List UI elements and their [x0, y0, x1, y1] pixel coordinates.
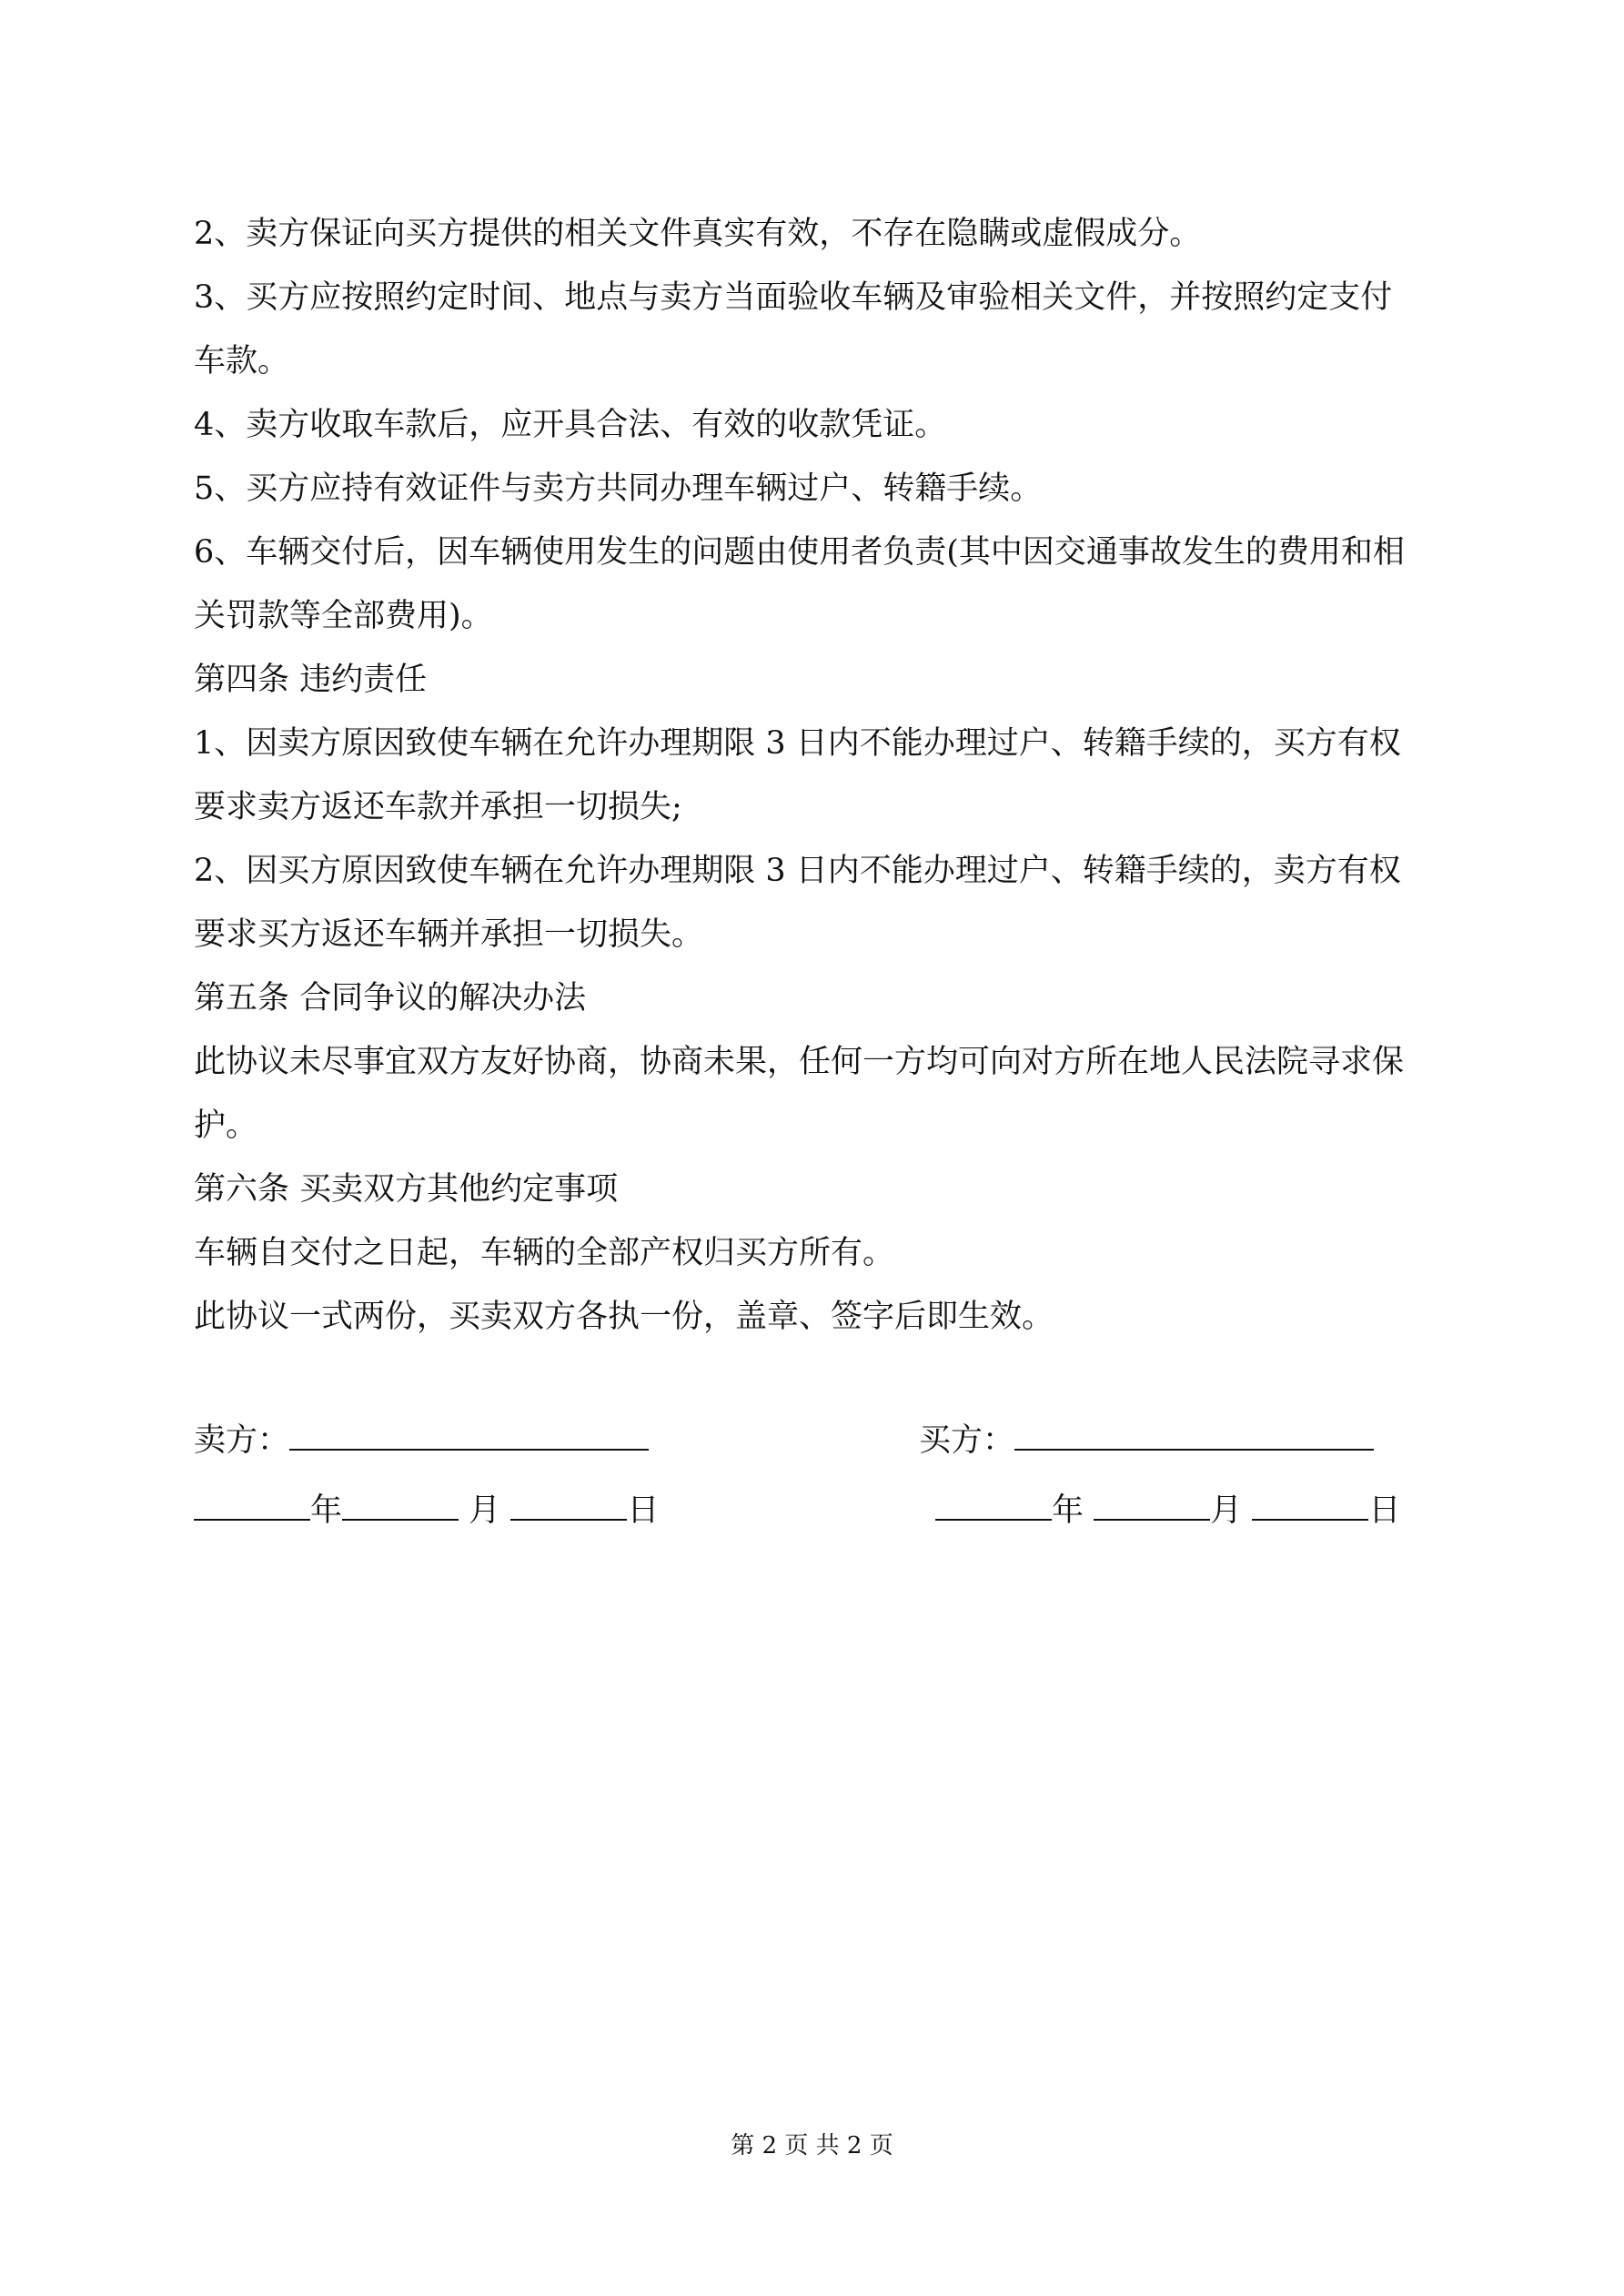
year-label: 年 — [310, 1492, 343, 1529]
buyer-date — [935, 1483, 1400, 1538]
buyer-day-line[interactable] — [1252, 1490, 1368, 1521]
seller-date — [194, 1483, 659, 1538]
article-4-item-2-cont: 要求买方返还车辆并承担一切损失。 — [194, 916, 704, 953]
article-5-text-cont: 护。 — [194, 1108, 258, 1144]
month-label: 月 — [469, 1492, 501, 1529]
seller-signature — [194, 1413, 649, 1468]
agreement-copies-text: 此协议一式两份，买卖双方各执一份，盖章、签字后即生效。 — [194, 1299, 1054, 1335]
buyer-label: 买方： — [919, 1422, 1015, 1459]
article-4-heading: 第四条 违约责任 — [194, 662, 428, 698]
seller-month-line[interactable] — [342, 1490, 459, 1521]
seller-day-line[interactable] — [510, 1490, 627, 1521]
clause-3-cont: 车款。 — [194, 343, 290, 379]
page-number-footer: 第 2 页 共 2 页 — [731, 2132, 893, 2159]
article-5-text: 此协议未尽事宜双方友好协商，协商未果，任何一方均可向对方所在地人民法院寻求保 — [194, 1044, 1405, 1080]
clause-6: 6、车辆交付后，因车辆使用发生的问题由使用者负责(其中因交通事故发生的费用和相 — [194, 534, 1405, 571]
article-4-item-1: 1、因卖方原因致使车辆在允许办理期限 3 日内不能办理过户、转籍手续的，买方有权 — [194, 725, 1401, 762]
day-label: 日 — [1368, 1492, 1401, 1529]
seller-sign-line[interactable] — [289, 1420, 649, 1451]
buyer-signature — [919, 1413, 1374, 1468]
seller-label: 卖方： — [194, 1422, 290, 1459]
month-label: 月 — [1210, 1492, 1243, 1529]
article-4-item-1-cont: 要求卖方返还车款并承担一切损失; — [194, 789, 682, 825]
buyer-month-line[interactable] — [1094, 1490, 1210, 1521]
buyer-year-line[interactable] — [935, 1490, 1052, 1521]
article-6-heading: 第六条 买卖双方其他约定事项 — [194, 1171, 619, 1208]
day-label: 日 — [627, 1492, 660, 1529]
clause-5: 5、买方应持有效证件与卖方共同办理车辆过户、转籍手续。 — [194, 470, 1043, 507]
buyer-sign-line[interactable] — [1014, 1420, 1374, 1451]
seller-year-line[interactable] — [194, 1490, 310, 1521]
article-4-item-2: 2、因买方原因致使车辆在允许办理期限 3 日内不能办理过户、转籍手续的，卖方有权 — [194, 853, 1401, 889]
clause-4: 4、卖方收取车款后，应开具合法、有效的收款凭证。 — [194, 407, 947, 443]
clause-3: 3、买方应按照约定时间、地点与卖方当面验收车辆及审验相关文件，并按照约定支付 — [194, 279, 1393, 316]
year-label: 年 — [1052, 1492, 1084, 1529]
article-6-text: 车辆自交付之日起，车辆的全部产权归买方所有。 — [194, 1235, 895, 1271]
clause-6-cont: 关罚款等全部费用)。 — [194, 598, 493, 634]
article-5-heading: 第五条 合同争议的解决办法 — [194, 980, 587, 1017]
contract-body — [194, 202, 1449, 1349]
clause-2: 2、卖方保证向买方提供的相关文件真实有效，不存在隐瞒或虚假成分。 — [194, 216, 1202, 252]
